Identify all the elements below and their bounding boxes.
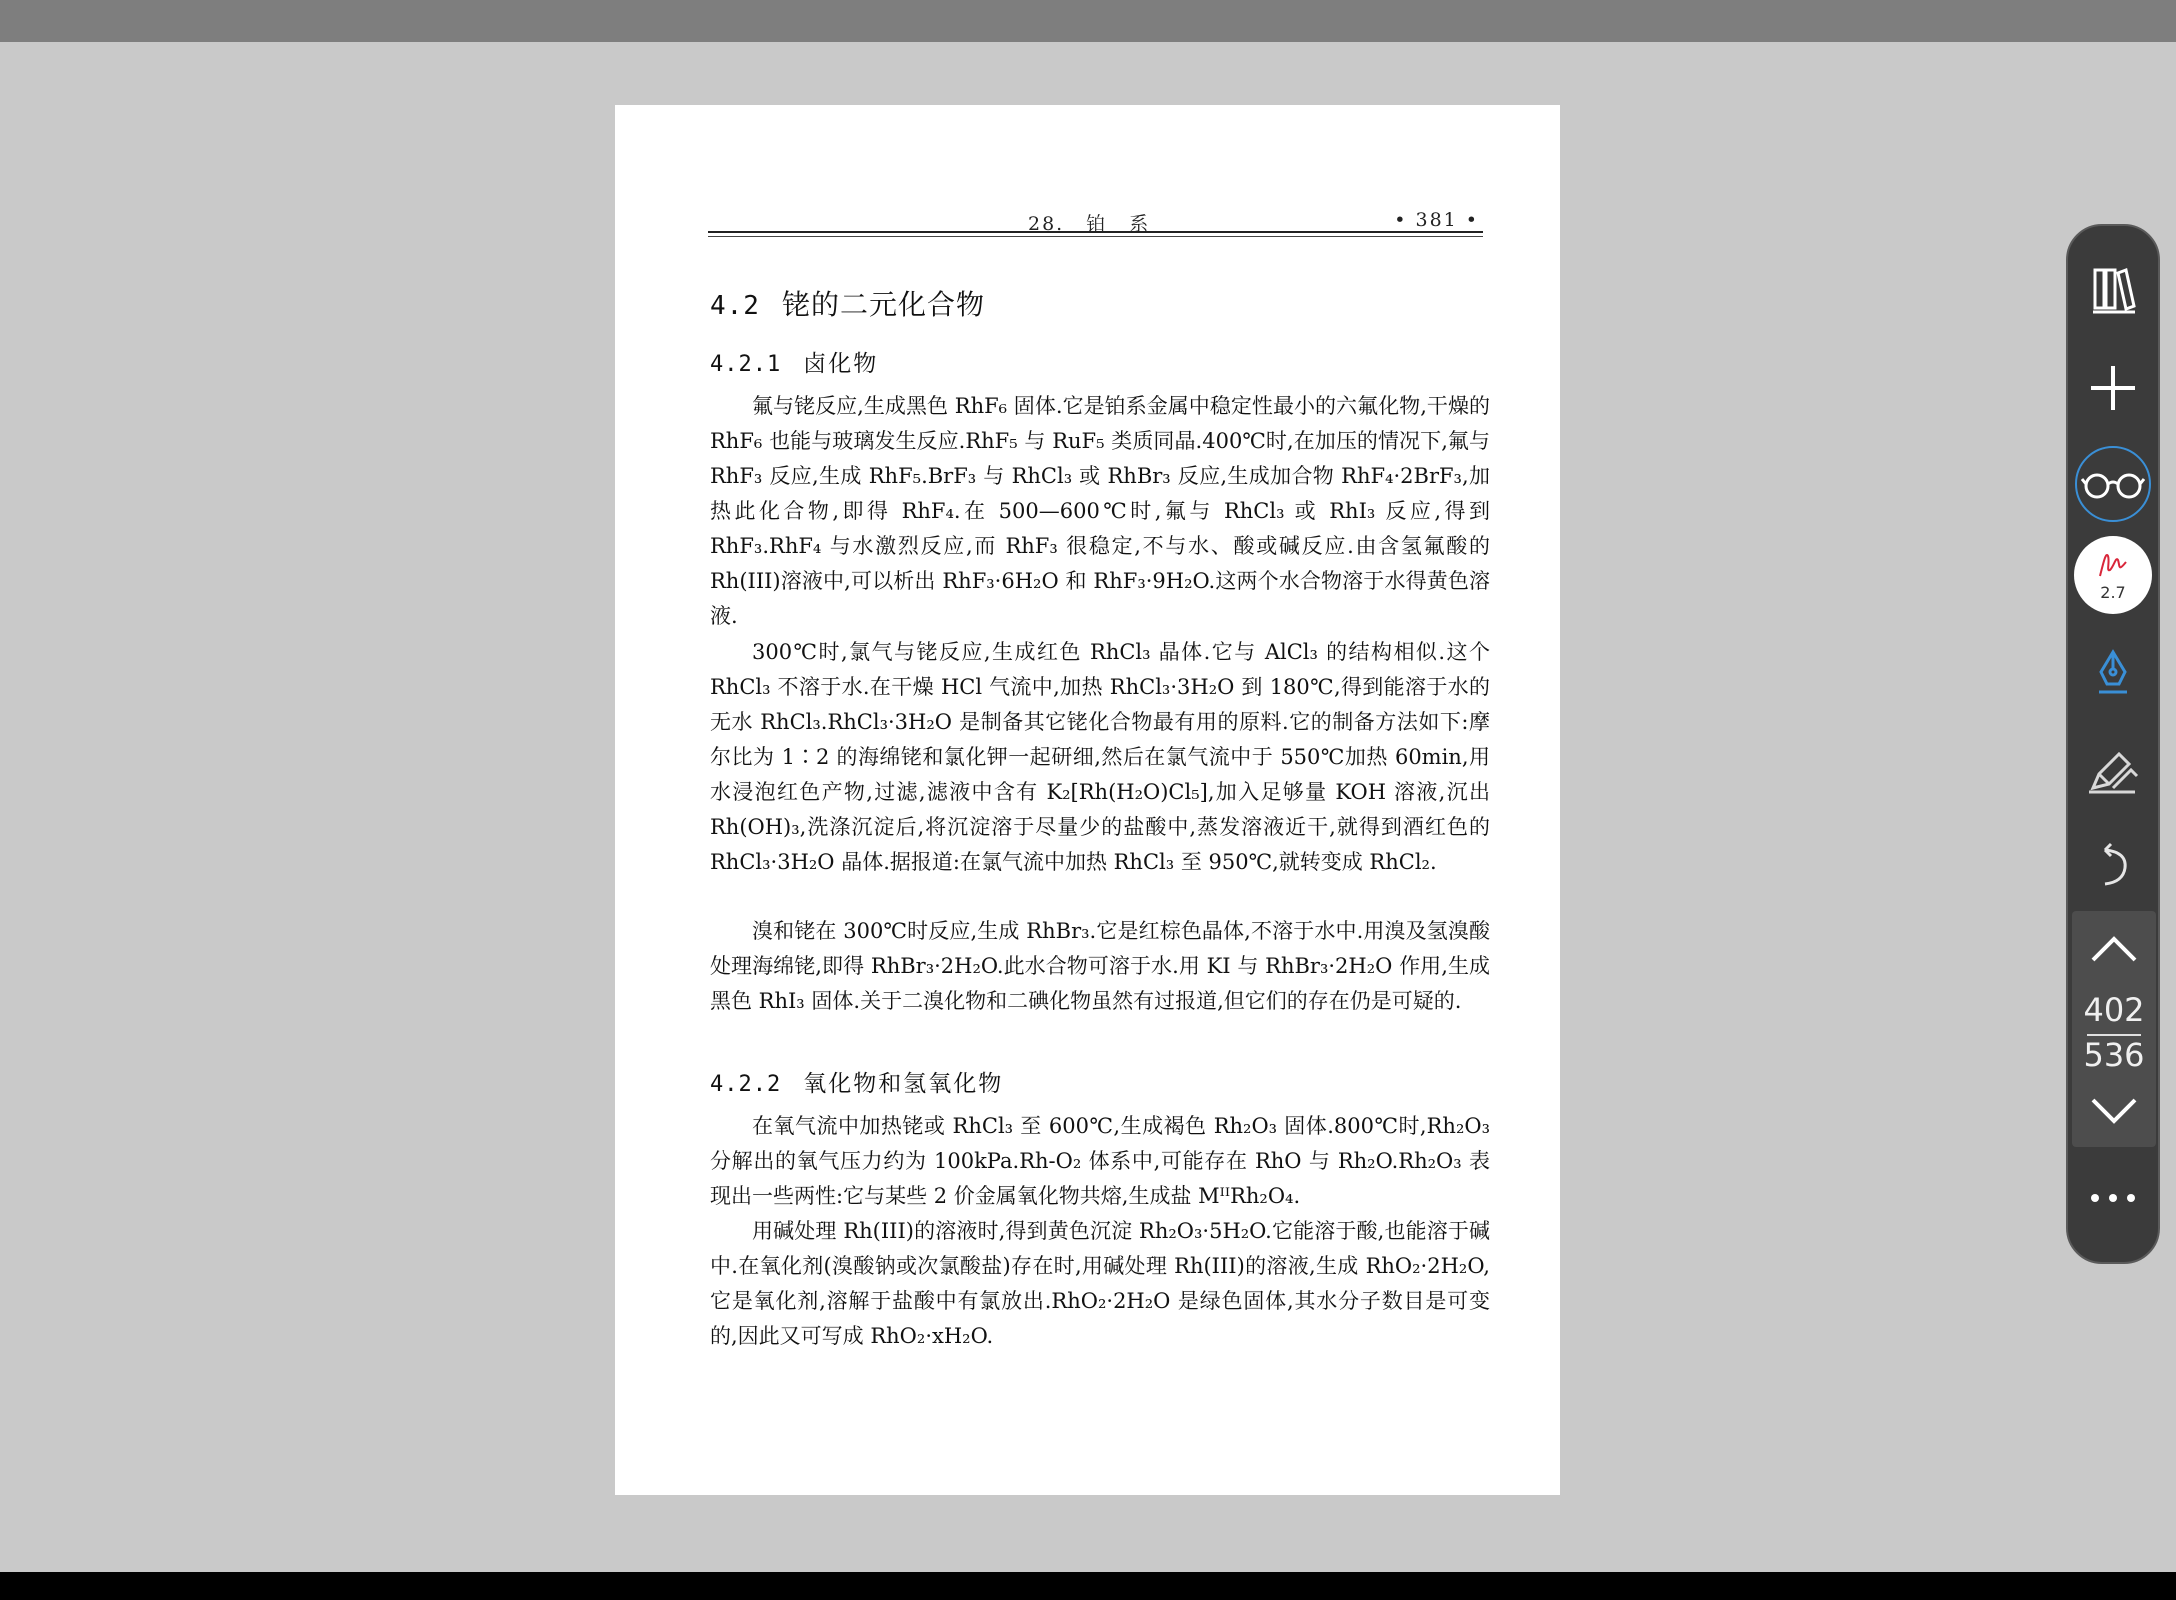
highlighter-icon (2085, 744, 2141, 796)
paragraph: 在氧气流中加热铑或 RhCl₃ 至 600℃,生成褐色 Rh₂O₃ 固体.800℃时,Rh₂O₃ 分解出的氧气压力约为 100kPa.Rh-O₂ 体系中,可能存在 RhO 与 Rh₂O.Rh₂O₃ 表现出一些两性:它与某些 2 价金属氧化物共熔,生成盐 MᴵᴵRh₂O₄. (710, 1114, 1490, 1208)
chevron-down-icon (2089, 1096, 2139, 1126)
chevron-up-icon (2089, 934, 2139, 964)
running-head (708, 203, 1483, 239)
glasses-icon (2081, 467, 2145, 501)
reading-mode-button[interactable] (2075, 446, 2151, 522)
add-button[interactable] (2077, 352, 2149, 424)
subsection-number: 4.2.1 (710, 352, 782, 377)
top-status-bar (0, 0, 2176, 42)
total-pages: 536 (2083, 1036, 2145, 1074)
pen-preview-button[interactable] (2074, 536, 2152, 614)
next-page-button[interactable] (2078, 1075, 2150, 1147)
paragraph: 氟与铑反应,生成黑色 RhF₆ 固体.它是铂系金属中稳定性最小的六氟化物,干燥的 RhF₆ 也能与玻璃发生反应.RhF₅ 与 RuF₅ 类质同晶.400℃时,在加压的情况下,氟与 RhF₃ 反应,生成 RhF₅.BrF₃ 与 RhCl₃ 或 RhBr₃ 反应,生成加合物 RhF₄·2BrF₃,加热此化合物,即得 RhF₄.在 500—600℃时,氟与 RhCl₃ 或 RhI₃ 反应,得到 RhF₃.RhF₄ 与水激烈反应,而 RhF₃ 很稳定,不与水、酸或碱反应.由含氢氟酸的 Rh(III)溶液中,可以析出 RhF₃·6H₂O 和 RhF₃·9H₂O.这两个水合物溶于水得黄色溶液. (710, 394, 1490, 628)
document-page[interactable] (615, 105, 1560, 1495)
page-navigator (2072, 911, 2156, 1147)
pen-width-label: 2.7 (2100, 583, 2126, 602)
subsection-heading (710, 1065, 1003, 1098)
subsection-number: 4.2.2 (710, 1072, 782, 1097)
running-head-chapter: 28. 铂 系 (1028, 213, 1151, 235)
current-page-number[interactable]: 402 (2083, 991, 2145, 1029)
bottom-navigation-bar (0, 1572, 2176, 1600)
paragraph: 溴和铑在 300℃时反应,生成 RhBr₃.它是红棕色晶体,不溶于水中.用溴及氢溴酸处理海绵铑,即得 RhBr₃·2H₂O.此水合物可溶于水.用 KI 与 RhBr₃·2H₂O 作用,生成黑色 RhI₃ 固体.关于二溴化物和二碘化物虽然有过报道,但它们的存在仍是可疑的. (710, 919, 1490, 1013)
running-head-page-number: • 381 • (1394, 209, 1479, 231)
header-rule (708, 231, 1483, 233)
library-button[interactable] (2077, 254, 2149, 326)
previous-page-button[interactable] (2078, 913, 2150, 985)
highlighter-tool-button[interactable] (2077, 734, 2149, 806)
more-icon (2087, 1192, 2139, 1204)
pen-preview-icon (2096, 546, 2132, 586)
section-title: 铑的二元化合物 (781, 288, 985, 321)
more-options-button[interactable] (2077, 1162, 2149, 1234)
undo-button[interactable] (2077, 830, 2149, 902)
undo-icon (2091, 840, 2135, 892)
library-icon (2087, 264, 2139, 316)
subsection-title: 氧化物和氢氧化物 (803, 1071, 1004, 1097)
header-rule-thin (708, 236, 1483, 237)
plus-icon (2087, 362, 2139, 414)
pen-tool-button[interactable] (2077, 636, 2149, 708)
paragraph: 300℃时,氯气与铑反应,生成红色 RhCl₃ 晶体.它与 AlCl₃ 的结构相似.这个 RhCl₃ 不溶于水.在干燥 HCl 气流中,加热 RhCl₃·3H₂O 到 180℃,得到能溶于水的无水 RhCl₃.RhCl₃·3H₂O 是制备其它铑化合物最有用的原料.它的制备方法如下:摩尔比为 1∶2 的海绵铑和氯化钾一起研细,然后在氯气流中于 550℃加热 60min,用水浸泡红色产物,过滤,滤液中含有 K₂[Rh(H₂O)Cl₅],加入足够量 KOH 溶液,沉出 Rh(OH)₃,洗涤沉淀后,将沉淀溶于尽量少的盐酸中,蒸发溶液近干,就得到酒红色的 RhCl₃·3H₂O 晶体.据报道:在氯气流中加热 RhCl₃ 至 950℃,就转变成 RhCl₂. (710, 640, 1490, 874)
fountain-pen-icon (2091, 646, 2135, 698)
reader-toolbar (2066, 224, 2160, 1264)
subsection-title: 卤化物 (803, 351, 879, 377)
subsection-heading (710, 345, 878, 378)
section-number: 4.2 (710, 291, 760, 321)
section-heading (710, 283, 985, 323)
paragraph: 用碱处理 Rh(III)的溶液时,得到黄色沉淀 Rh₂O₃·5H₂O.它能溶于酸,也能溶于碱中.在氧化剂(溴酸钠或次氯酸盐)存在时,用碱处理 Rh(III)的溶液,生成 RhO₂·2H₂O,它是氧化剂,溶解于盐酸中有氯放出.RhO₂·2H₂O 是绿色固体,其水分子数目是可变的,因此又可写成 RhO₂·xH₂O. (710, 1219, 1490, 1348)
